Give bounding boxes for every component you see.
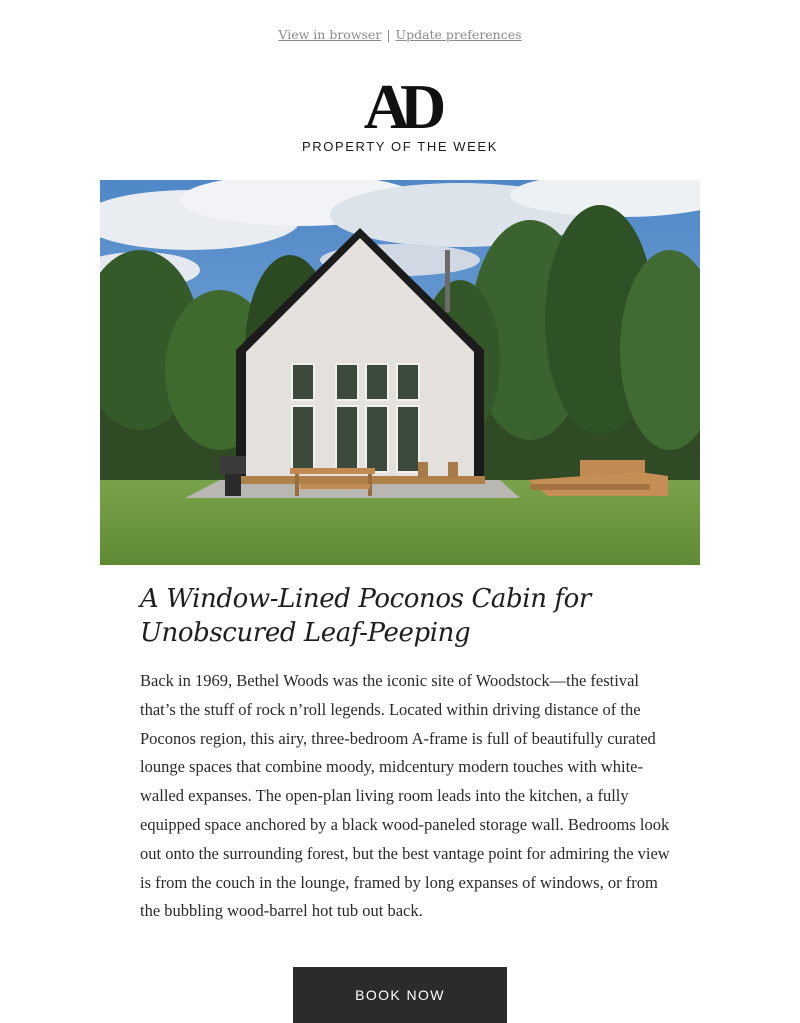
- book-now-button[interactable]: [293, 967, 507, 1023]
- article-body: Back in 1969, Bethel Woods was the iconic site of Woodstock—the festival that’s the stuff of rock n’roll legends. Located within driving distance of the Poconos region, this airy, three-bedroom A-frame is full of beautifully curated lounge spaces that combine moody, midcentury modern touches with white-walled expanses. The open-plan living room leads into the kitchen, a fully equipped space anchored by a black wood-paneled storage wall. Bedrooms look out onto the surrounding forest, but the best vantage point for admiring the view is from the couch in the lounge, framed by long expanses of windows, or from the bubbling wood-barrel hot tub out back.: [140, 671, 670, 921]
- update-preferences-link[interactable]: Update preferences: [395, 27, 522, 42]
- ad-logo[interactable]: [0, 74, 800, 137]
- book-now-label: BOOK NOW: [355, 987, 445, 1003]
- view-in-browser-link[interactable]: View in browser: [278, 27, 382, 42]
- cabin-photo: [100, 180, 700, 565]
- section-kicker: PROPERTY OF THE WEEK: [302, 139, 498, 154]
- svg-text:AD: AD: [363, 74, 437, 132]
- preheader-links: [0, 27, 800, 42]
- link-separator: |: [386, 27, 391, 42]
- ad-logo-mark: [355, 74, 445, 132]
- article-headline[interactable]: A Window-Lined Poconos Cabin for Unobscured Leaf-Peeping: [140, 584, 591, 648]
- hero-image[interactable]: [100, 180, 700, 565]
